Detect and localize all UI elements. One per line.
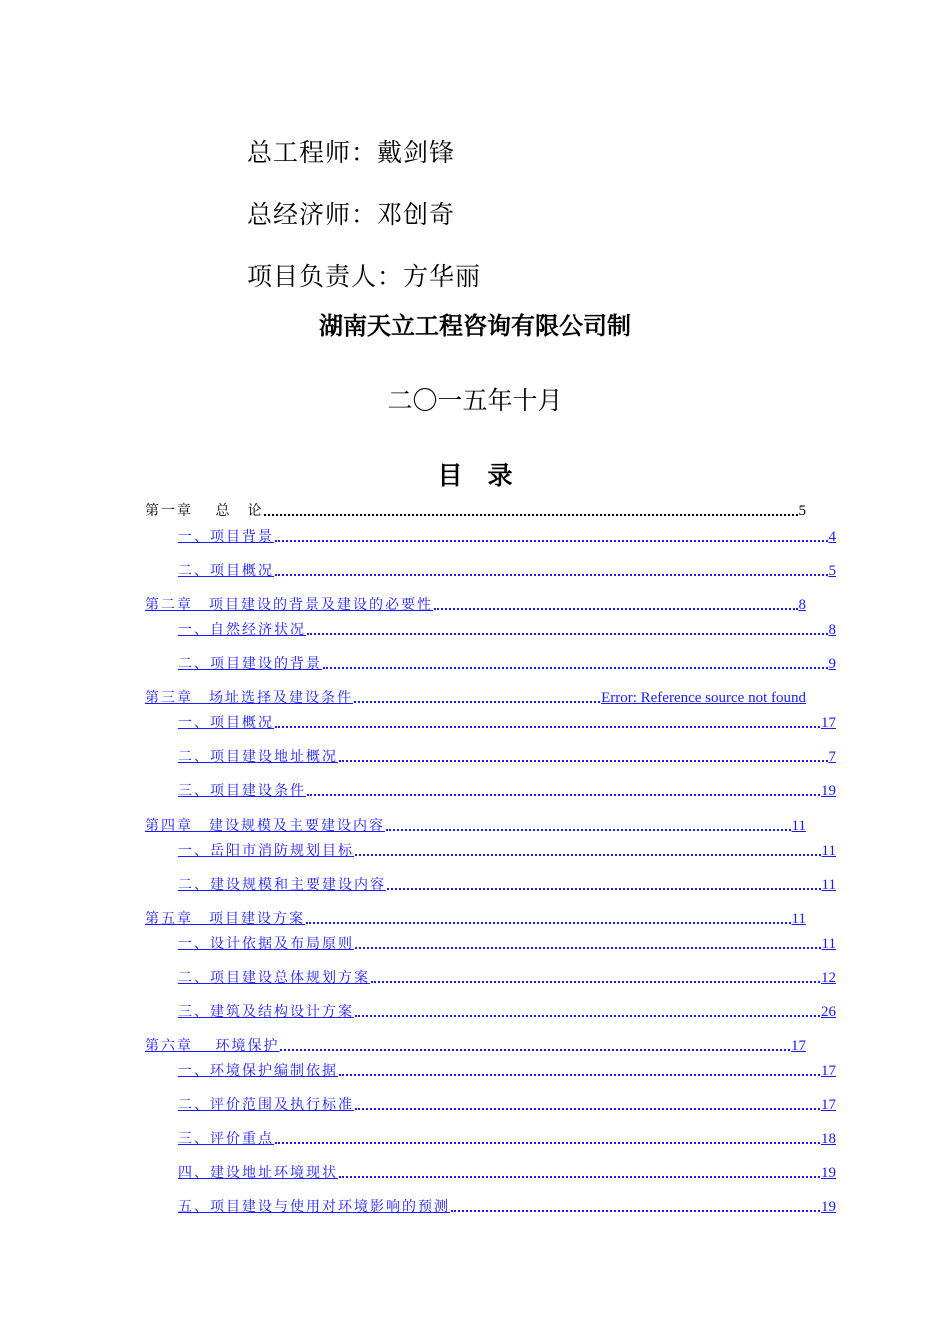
toc-entry-page: 17 [821,1097,836,1113]
toc-entry-page: 19 [821,1199,836,1215]
toc-dot-leader [275,540,828,542]
toc-dot-leader [386,829,791,831]
toc-dot-leader [339,1074,820,1076]
toc-entry-label: 三、评价重点 [178,1131,274,1147]
toc-dot-leader [275,726,820,728]
toc-entry-label: 二、项目建设总体规划方案 [178,970,370,986]
signature-line-chief-engineer: 总工程师：戴剑锋 [247,138,456,167]
toc-entry-label: 二、项目建设的背景 [178,656,322,672]
toc-entry[interactable] [178,560,836,580]
toc-entry-page: 17 [791,1038,806,1054]
toc-entry[interactable] [178,967,836,987]
toc-dot-leader [280,1049,790,1051]
toc-entry-label: 一、项目背景 [178,529,274,545]
toc-dot-leader [355,1015,820,1017]
toc-entry[interactable] [145,1035,806,1055]
toc-dot-leader [275,574,828,576]
toc-entry-page: 11 [821,877,836,893]
toc-entry-label: 二、项目建设地址概况 [178,749,338,765]
toc-entry-page: 12 [821,970,836,986]
toc-entry-label: 第五章 项目建设方案 [145,911,305,927]
toc-entry-label: 四、建设地址环境现状 [178,1165,338,1181]
toc-entry [145,500,806,520]
toc-entry-label: 第一章 总 论 [145,503,264,519]
toc-dot-leader [355,854,821,856]
toc-entry-page: 11 [791,818,806,834]
toc-dot-leader [387,888,821,890]
document-date: 二〇一五年十月 [387,386,563,415]
toc-entry-page: 26 [821,1004,836,1020]
toc-entry[interactable] [178,1001,836,1021]
toc-dot-leader [339,760,828,762]
toc-dot-leader [355,947,821,949]
toc-entry-page: 5 [798,503,806,519]
toc-dot-leader [264,514,797,516]
toc-entry-page: 9 [828,656,836,672]
toc-entry[interactable] [145,815,806,835]
toc-dot-leader [307,633,828,635]
toc-entry-page: 8 [828,622,836,638]
toc-entry-page: 11 [791,911,806,927]
toc-entry-page: 8 [798,597,806,613]
toc-entry[interactable] [178,933,836,953]
toc-entry-label: 一、环境保护编制依据 [178,1063,338,1079]
toc-entry[interactable] [145,687,806,707]
toc-entry-page: 5 [828,563,836,579]
toc-entry[interactable] [145,908,806,928]
toc-entry[interactable] [145,594,806,614]
toc-entry[interactable] [178,712,836,732]
toc-entry-label: 第四章 建设规模及主要建设内容 [145,818,385,834]
toc-dot-leader [451,1210,820,1212]
toc-entry-label: 三、建筑及结构设计方案 [178,1004,354,1020]
toc-entry-page: Error: Reference source not found [601,690,806,706]
toc-entry-page: 19 [821,783,836,799]
signature-line-chief-economist: 总经济师：邓创奇 [247,200,456,229]
toc-entry-page: 11 [821,936,836,952]
toc-entry[interactable] [178,1196,836,1216]
toc-dot-leader [307,794,820,796]
toc-entry[interactable] [178,1060,836,1080]
toc-dot-leader [323,667,828,669]
toc-entry-label: 三、项目建设条件 [178,783,306,799]
toc-entry[interactable] [178,780,836,800]
signature-line-project-lead: 项目负责人：方华丽 [247,262,482,291]
toc-dot-leader [355,1108,820,1110]
toc-entry-label: 二、项目概况 [178,563,274,579]
toc-entry[interactable] [178,874,836,894]
toc-entry-label: 一、项目概况 [178,715,274,731]
toc-dot-leader [434,608,798,610]
toc-entry[interactable] [178,526,836,546]
toc-entry[interactable] [178,1162,836,1182]
toc-entry-page: 17 [821,715,836,731]
toc-dot-leader [354,701,600,703]
toc-entry-label: 第六章 环境保护 [145,1038,280,1054]
toc-dot-leader [306,922,791,924]
toc-entry[interactable] [178,1128,836,1148]
toc-entry[interactable] [178,840,836,860]
toc-entry[interactable] [178,653,836,673]
toc-entry-label: 二、评价范围及执行标准 [178,1097,354,1113]
toc-entry-label: 二、建设规模和主要建设内容 [178,877,386,893]
toc-entry[interactable] [178,1094,836,1114]
toc-entry-label: 一、自然经济状况 [178,622,306,638]
toc-entry[interactable] [178,746,836,766]
toc-entry-label: 一、设计依据及布局原则 [178,936,354,952]
toc-entry-page: 19 [821,1165,836,1181]
toc-dot-leader [275,1142,820,1144]
toc-dot-leader [371,981,820,983]
toc-entry-label: 第二章 项目建设的背景及建设的必要性 [145,597,433,613]
toc-title: 目 录 [437,461,513,490]
toc-entry-label: 一、岳阳市消防规划目标 [178,843,354,859]
toc-entry[interactable] [178,619,836,639]
toc-entry-page: 18 [821,1131,836,1147]
toc-entry-label: 五、项目建设与使用对环境影响的预测 [178,1199,450,1215]
toc-entry-page: 17 [821,1063,836,1079]
company-name: 湖南天立工程咨询有限公司制 [319,312,631,340]
toc-entry-label: 第三章 场址选择及建设条件 [145,690,353,706]
toc-dot-leader [339,1176,820,1178]
toc-entry-page: 11 [821,843,836,859]
toc-entry-page: 4 [828,529,836,545]
toc-entry-page: 7 [828,749,836,765]
